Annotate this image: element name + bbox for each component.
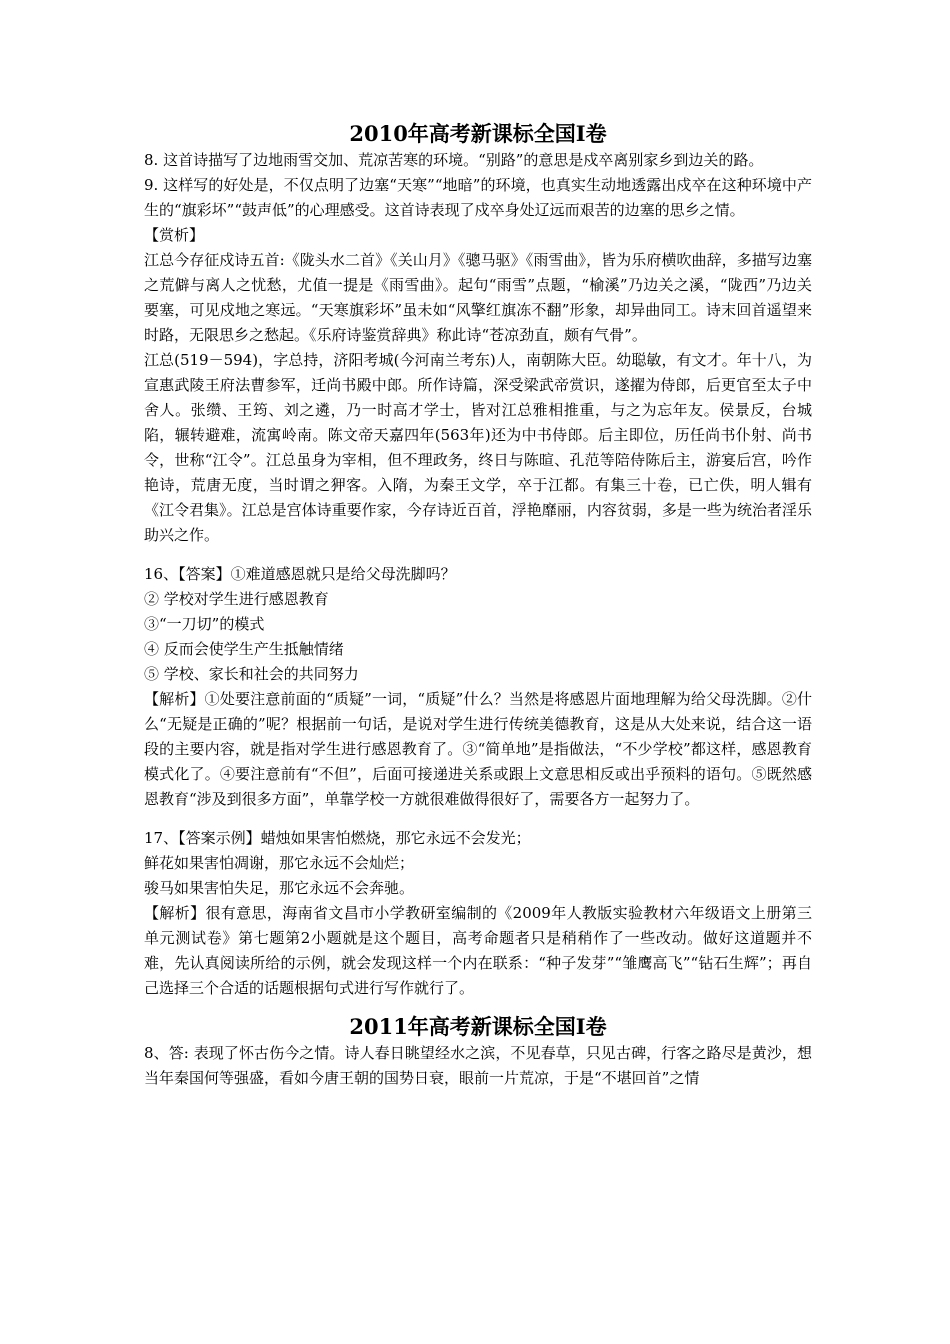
analysis-16: 【解析】①处要注意前面的“质疑”一词，“质疑”什么？当然是将感恩片面地理解为给父母洗脚。②什么“无疑是正确的”呢？根据前一句话，是说对学生进行传统美德教育，这是从大处来说，结合这一语段的主要内容，就是指对学生进行感恩教育了。③“简单地”是指做法，“不少学校”都这样，感恩教育模式化了。④要注意前有“不但”，后面可接递进关系或跟上文意思相反或出乎预料的语句。⑤既然感恩教育“涉及到很多方面”，单靠学校一方就很难做得很好了，需要各方一起努力了。: [144, 690, 812, 808]
spacer: [144, 1001, 812, 1013]
answer-16-item: ④ 反而会使学生产生抵触情绪: [144, 640, 344, 658]
answer-17-line: 鲜花如果害怕凋谢，那它永远不会灿烂；: [144, 854, 415, 872]
answer-17-line: 骏马如果害怕失足，那它永远不会奔驰。: [144, 879, 415, 897]
appreciation-label: 【赏析】: [144, 226, 205, 244]
answer-16-item: ② 学校对学生进行感恩教育: [144, 590, 329, 608]
section-title-2011: 2011年高考新课标全国I卷: [349, 1014, 607, 1039]
paragraph: 9. 这样写的好处是，不仅点明了边塞“天寒”“地暗”的环境，也真实生动地透露出戍卒在这种环境中产生的“旗彩坏”“鼓声低”的心理感受。这首诗表现了戍卒身处辽远而艰苦的边塞的思乡之情。: [144, 176, 812, 219]
paragraph: 8、答: 表现了怀古伤今之情。诗人春日眺望经水之滨，不见春草，只见古碑，行客之路尽是黄沙，想当年秦国何等强盛，看如今唐王朝的国势日衰，眼前一片荒凉，于是“不堪回首”之情: [144, 1044, 812, 1087]
document-page: [144, 120, 812, 1091]
paragraph: 江总(519－594)，字总持，济阳考城(今河南兰考东)人，南朝陈大臣。幼聪敏，有文才。年十八，为宣惠武陵王府法曹参军，迁尚书殿中郎。所作诗篇，深受梁武帝赏识，遂擢为侍郎，后更官至太子中舍人。张缵、王筠、刘之遴，乃一时高才学士，皆对江总雅相推重，与之为忘年友。侯景反，台城陷，辗转避难，流寓岭南。陈文帝天嘉四年(563年)还为中书侍郎。后主即位，历任尚书仆射、尚书令，世称“江令”。江总虽身为宰相，但不理政务，终日与陈暄、孔范等陪侍陈后主，游宴后宫，吟作艳诗，荒唐无度，当时谓之狎客。入隋，为秦王文学，卒于江都。有集三十卷，已亡佚，明人辑有《江令君集》。江总是宫体诗重要作家，今存诗近百首，浮艳靡丽，内容贫弱，多是一些为统治者淫乐助兴之作。: [144, 351, 812, 544]
spacer: [144, 548, 812, 562]
answer-16: 16、【答案】①难道感恩就只是给父母洗脚吗？: [144, 565, 456, 583]
answer-16-item: ③“一刀切”的模式: [144, 615, 265, 633]
answer-16-item: ⑤ 学校、家长和社会的共同努力: [144, 665, 359, 683]
analysis-17: 【解析】很有意思，海南省文昌市小学教研室编制的《2009年人教版实验教材六年级语文上册第三单元测试卷》第七题第2小题就是这个题目，高考命题者只是稍稍作了一些改动。做好这道题并不难，先认真阅读所给的示例，就会发现这样一个内在联系：“种子发芽”“雏鹰高飞”“钻石生辉”；再自己选择三个合适的话题根据句式进行写作就行了。: [144, 904, 812, 997]
answer-17: 17、【答案示例】蜡烛如果害怕燃烧，那它永远不会发光；: [144, 829, 531, 847]
paragraph: 8. 这首诗描写了边地雨雪交加、荒凉苦寒的环境。“别路”的意思是戍卒离别家乡到边关的路。: [144, 151, 764, 169]
section-title-2010: 2010年高考新课标全国I卷: [349, 121, 607, 146]
spacer: [144, 812, 812, 826]
paragraph: 江总今存征戍诗五首:《陇头水二首》《关山月》《骢马驱》《雨雪曲》，皆为乐府横吹曲辞，多描写边塞之荒僻与离人之忧愁，尤值一提是《雨雪曲》。起句“雨雪”点题，“榆溪”乃边关之溪，“陇西”乃边关要塞，可见戍地之寒远。“天寒旗彩坏”虽未如“风擎红旗冻不翻”形象，却异曲同工。诗末回首遥望来时路，无限思乡之愁起。《乐府诗鉴赏辞典》称此诗“苍凉劲直，颇有气骨”。: [144, 251, 812, 344]
